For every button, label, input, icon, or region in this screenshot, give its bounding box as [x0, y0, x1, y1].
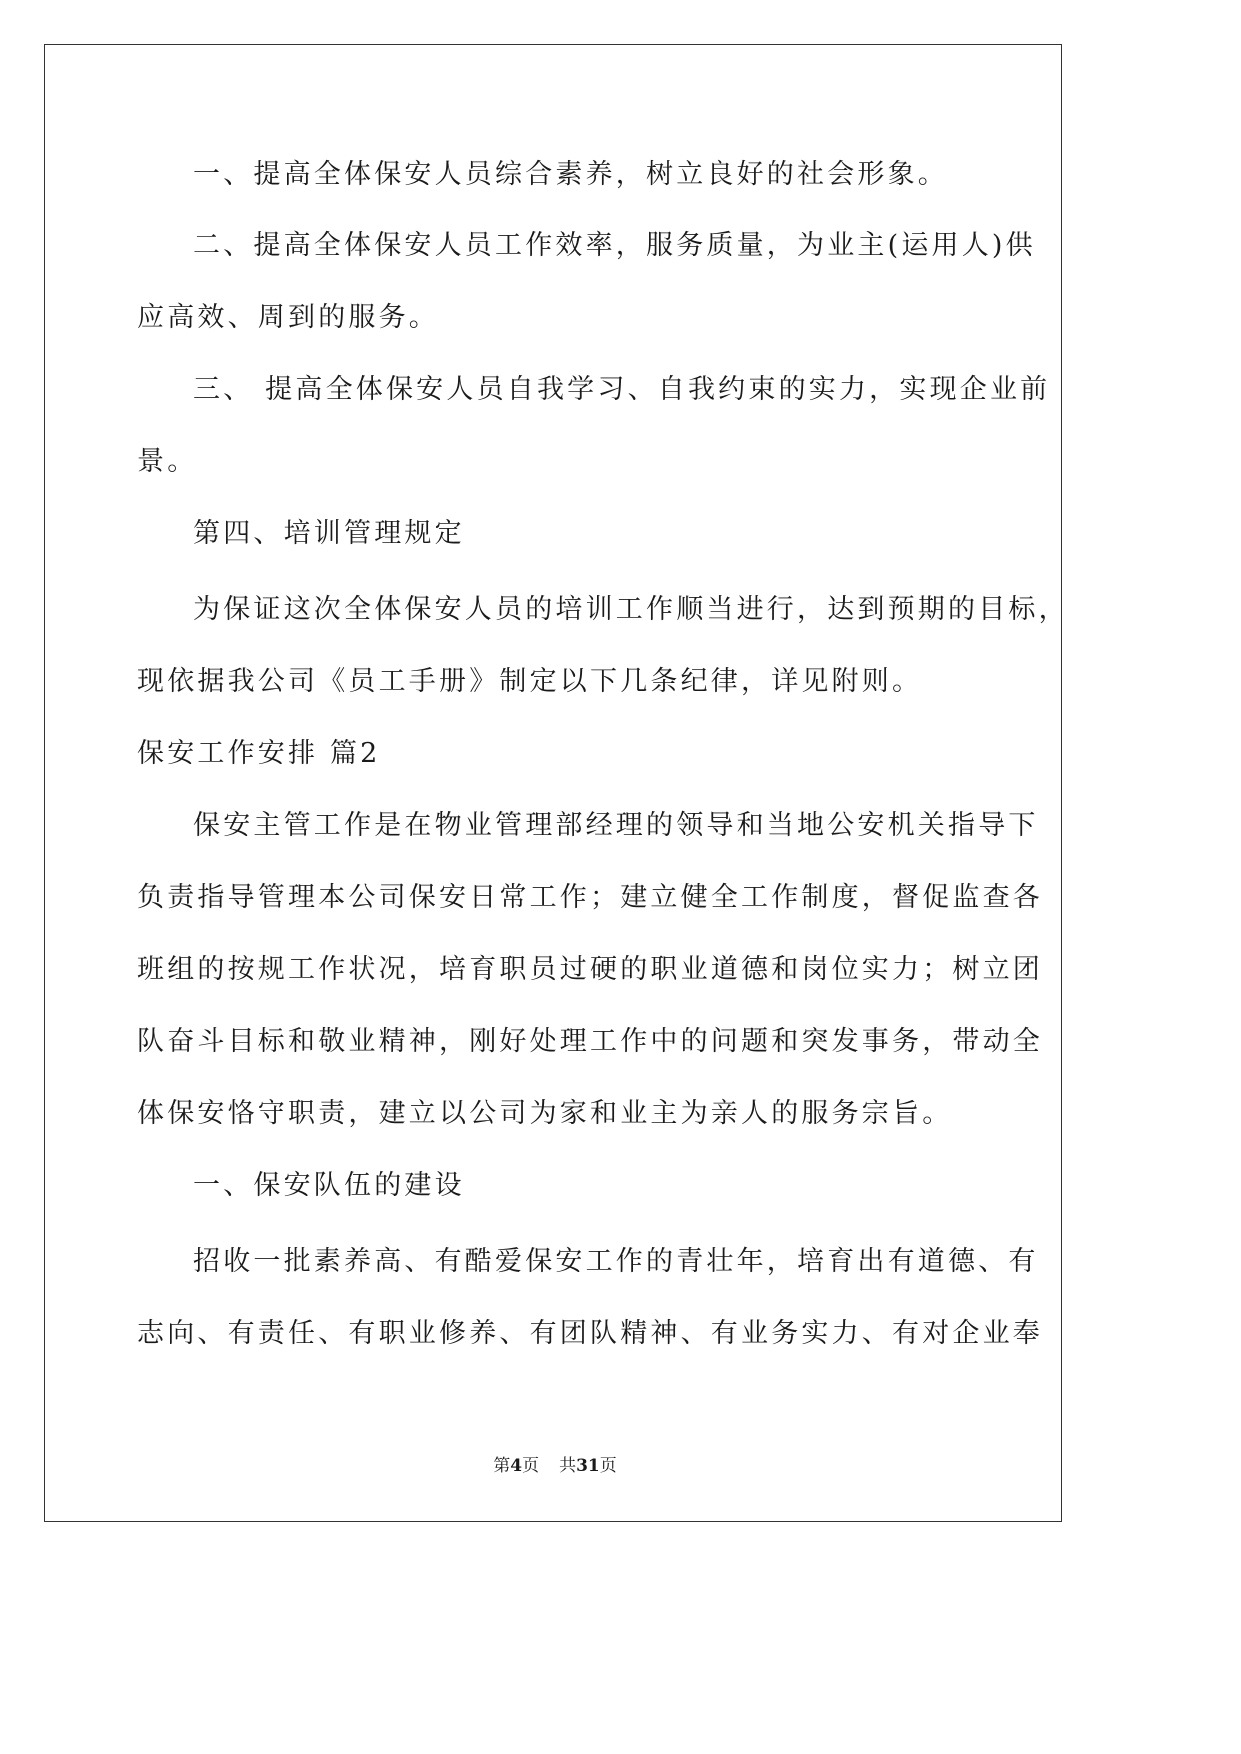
body-line: 现依据我公司《员工手册》制定以下几条纪律，详见附则。 — [137, 666, 923, 697]
body-line: 体保安恪守职责，建立以公司为家和业主为亲人的服务宗旨。 — [137, 1098, 953, 1129]
page-number: 4 — [510, 1456, 523, 1476]
body-line: 三、 提高全体保安人员自我学习、自我约束的实力，实现企业前 — [193, 374, 1051, 405]
body-line: 二、提高全体保安人员工作效率，服务质量，为业主(运用人)供 — [193, 230, 1036, 261]
section-heading: 一、保安队伍的建设 — [193, 1170, 465, 1201]
body-line: 为保证这次全体保安人员的培训工作顺当进行，达到预期的目标， — [193, 594, 1069, 625]
body-line: 志向、有责任、有职业修养、有团队精神、有业务实力、有对企业奉 — [137, 1318, 1043, 1349]
body-line: 招收一批素养高、有酷爱保安工作的青壮年，培育出有道德、有 — [193, 1246, 1039, 1277]
section-heading: 第四、培训管理规定 — [193, 518, 465, 549]
article-title: 保安工作安排 篇2 — [137, 738, 381, 769]
total-pages: 31 — [576, 1456, 600, 1476]
page-footer — [0, 1456, 1110, 1476]
body-line: 班组的按规工作状况，培育职员过硬的职业道德和岗位实力；树立团 — [137, 954, 1043, 985]
page-prefix: 第 — [493, 1456, 511, 1476]
body-line: 一、提高全体保安人员综合素养，树立良好的社会形象。 — [193, 159, 948, 190]
page-border — [44, 44, 1062, 1522]
total-suffix: 页 — [599, 1456, 617, 1476]
body-line: 负责指导管理本公司保安日常工作；建立健全工作制度，督促监查各 — [137, 882, 1043, 913]
page-suffix: 页 — [522, 1456, 540, 1476]
body-line: 应高效、周到的服务。 — [137, 302, 439, 333]
body-line: 队奋斗目标和敬业精神，刚好处理工作中的问题和突发事务，带动全 — [137, 1026, 1043, 1057]
body-line: 景。 — [137, 446, 198, 477]
body-line: 保安主管工作是在物业管理部经理的领导和当地公安机关指导下 — [193, 810, 1039, 841]
total-prefix: 共 — [559, 1456, 577, 1476]
